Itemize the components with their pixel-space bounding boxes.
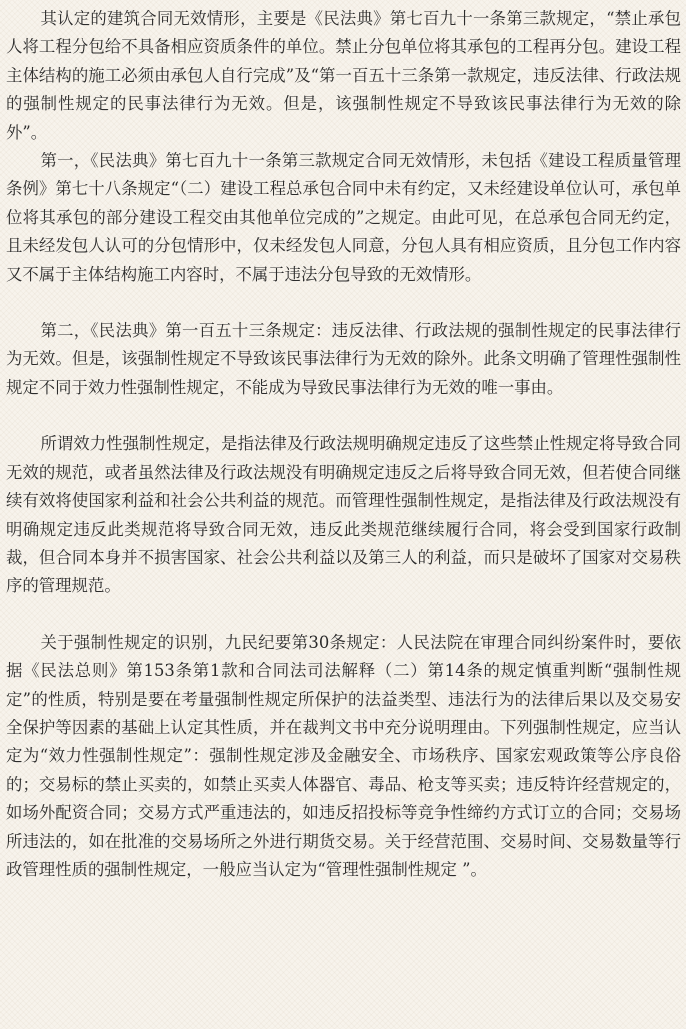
paragraph-contract-invalidity: 其认定的建筑合同无效情形，主要是《民法典》第七百九十一条第三款规定，“禁止承包人将工程分包给不具备相应资质条件的单位。禁止分包单位将其承包的工程再分包。建设工程主体结构的施工必须由承包人自行完成”及“第一百五十三条第一款规定，违反法律、行政法规的强制性规定的民事法律行为无效。但是，该强制性规定不导致该民事法律行为无效的除外”。 [6, 9, 681, 142]
paragraph-first-point: 第一，《民法典》第七百九十一条第三款规定合同无效情形，未包括《建设工程质量管理条例》第七十八条规定“（二）建设工程总承包合同中未有约定，又未经建设单位认可，承包单位将其承包的部分建设工程交由其他单位完成的”之规定。由此可见，在总承包合同无约定，且未经发包人认可的分包情形中，仅未经发包人同意，分包人具有相应资质，且分包工作内容又不属于主体结构施工内容时，不属于违法分包导致的无效情形。 [6, 151, 681, 284]
paragraph-jiumin-minutes-article-30: 关于强制性规定的识别，九民纪要第30条规定：人民法院在审理合同纠纷案件时，要依据《民法总则》第153条第1款和合同法司法解释（二）第14条的规定慎重判断“强制性规定”的性质，特别是要在考量强制性规定所保护的法益类型、违法行为的法律后果以及交易安全保护等因素的基础上认定其性质，并在裁判文书中充分说明理由。下列强制性规定，应当认定为“效力性强制性规定”：强制性规定涉及金融安全、市场秩序、国家宏观政策等公序良俗的；交易标的禁止买卖的，如禁止买卖人体器官、毒品、枪支等买卖；违反特许经营规定的，如场外配资合同；交易方式严重违法的，如违反招投标等竞争性缔约方式订立的合同；交易场所违法的，如在批准的交易场所之外进行期货交易。关于经营范围、交易时间、交易数量等行政管理性质的强制性规定，一般应当认定为“管理性强制性规定 ”。 [6, 632, 681, 879]
paragraph-second-point: 第二，《民法典》第一百五十三条规定：违反法律、行政法规的强制性规定的民事法律行为无效。但是，该强制性规定不导致该民事法律行为无效的除外。此条文明确了管理性强制性规定不同于效力性强制性规定，不能成为导致民事法律行为无效的唯一事由。 [6, 321, 681, 397]
paragraph-mandatory-provisions-definition: 所谓效力性强制性规定，是指法律及行政法规明确规定违反了这些禁止性规定将导致合同无效的规范，或者虽然法律及行政法规没有明确规定违反之后将导致合同无效，但若使合同继续有效将使国家利益和社会公共利益的规范。而管理性强制性规定，是指法律及行政法规没有明确规定违反此类规范将导致合同无效，违反此类规范继续履行合同，将会受到国家行政制裁，但合同本身并不损害国家、社会公共利益以及第三人的利益，而只是破坏了国家对交易秩序的管理规范。 [6, 434, 681, 596]
